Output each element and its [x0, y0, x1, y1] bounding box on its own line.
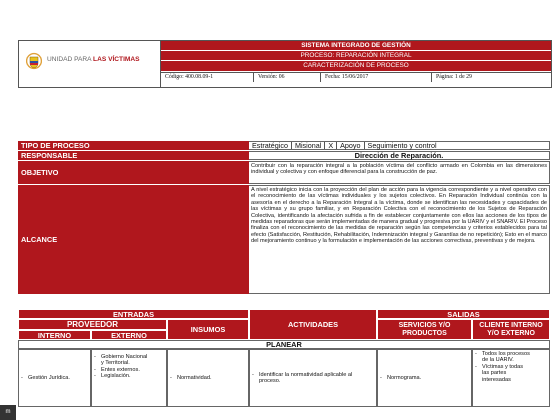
inputs-outputs-table [18, 309, 550, 413]
responsable-value: Dirección de Reparación. [249, 151, 550, 160]
externo-header: EXTERNO [91, 330, 167, 340]
logo-cell [19, 41, 161, 87]
alcance-label: ALCANCE [18, 185, 249, 294]
document-meta [161, 72, 551, 82]
cell-externo [91, 349, 167, 407]
tipo-options [249, 141, 550, 150]
externo-item: - Entes externos. [92, 367, 150, 373]
tipo-option: Estratégico [249, 142, 292, 149]
entradas-header: ENTRADAS [18, 309, 249, 319]
logo-text-bold: LAS VÍCTIMAS [93, 56, 140, 63]
colombia-shield-icon [26, 51, 42, 71]
system-title: SISTEMA INTEGRADO DE GESTIÓN [161, 41, 551, 51]
objetivo-value: Contribuir con la reparación integral a la población víctima del conflicto armado en Colombia en las dimensiones individual y colectiva y con enfoque diferencial para la construcción de paz. [249, 161, 550, 184]
tipo-option: Apoyo [337, 142, 364, 149]
tipo-label: TIPO DE PROCESO [18, 141, 249, 150]
doc-version: Versión: 06 [254, 73, 321, 82]
alcance-value: A nivel estratégico inicia con la proyección del plan de acción para la vigencia correspondiente y a nivel operativo con el reconocimiento de las víctimas individuales y los sujetos colectivos. En Reparación Individual continúa con la asesoría en el derecho a la Reparación Integral a la víctima, donde se identifican las necesidades y capacidades de las víctimas y su grupo familiar, y en Reparación Colectiva con el reconocimiento de los Sujetos de Reparación Colectiva, identificando la afectación sufrida a fin de establecer conjuntamente con ellos las acciones de los tipos de medidas reparadoras que serán implementadas de manera gradual y progresiva por la UARIV y el SNARIV. El Proceso finaliza con el reconocimiento de las medidas de reparación según las competencias y criterios establecidos para tal efecto (Satisfacción, Restitución, Rehabilitación, Indemnización integral y Garantías de no repetición); Esto en el marco del mejoramiento continuo y la formulación e implementación de las acciones correctivas, preventivas y de mejora. [249, 185, 550, 294]
objetivo-row [18, 161, 550, 185]
alcance-row [18, 185, 550, 295]
servicio-item: - Normograma. [378, 375, 421, 381]
cell-insumos [167, 349, 249, 407]
document-header [18, 40, 552, 88]
doc-page: Página: 1 de 29 [436, 73, 472, 80]
cell-interno [18, 349, 91, 407]
process-info-table [18, 141, 550, 295]
tipo-option: Seguimiento y control [367, 141, 437, 150]
process-title: PROCESO: REPARACIÓN INTEGRAL [161, 51, 551, 61]
insumos-header: INSUMOS [167, 319, 249, 340]
insumos-item: - Normatividad. [168, 375, 212, 381]
actividad-item: - Identificar la normatividad aplicable al proceso. [250, 372, 354, 385]
servicios-header: SERVICIOS Y/O PRODUCTOS [377, 319, 472, 340]
cliente-item: - Víctimas y todas las partes interesadas [473, 364, 531, 383]
document-title: CARACTERIZACIÓN DE PROCESO [161, 61, 551, 71]
salidas-header: SALIDAS [377, 309, 550, 319]
phase-row: PLANEAR [18, 340, 550, 349]
externo-item: - Legislación. [92, 373, 150, 379]
tipo-option: Misional [292, 142, 325, 149]
logo-text [47, 56, 140, 63]
responsable-label: RESPONSABLE [18, 151, 249, 160]
doc-date: Fecha: 15/06/2017 [321, 73, 432, 82]
interno-item: - Gestión Jurídica. [19, 375, 70, 381]
interno-header: INTERNO [18, 330, 91, 340]
cell-cliente [472, 349, 550, 407]
doc-code: Código: 400.08.09-1 [161, 73, 254, 82]
logo-text-normal: UNIDAD PARA [47, 56, 94, 63]
cell-servicio [377, 349, 472, 407]
cliente-item: - Todos los procesos de la UARIV. [473, 351, 531, 364]
corner-mark: m [0, 405, 16, 420]
cell-actividad [249, 349, 377, 407]
tipo-row [18, 141, 550, 151]
externo-item: - Gobierno Nacional y Territorial. [92, 354, 150, 367]
objetivo-label: OBJETIVO [18, 161, 249, 184]
cliente-header: CLIENTE INTERNO Y/O EXTERNO [472, 319, 550, 340]
responsable-row [18, 151, 550, 161]
actividades-header: ACTIVIDADES [249, 309, 377, 340]
proveedor-header: PROVEEDOR [18, 319, 167, 330]
tipo-option-mark: X [325, 142, 337, 149]
